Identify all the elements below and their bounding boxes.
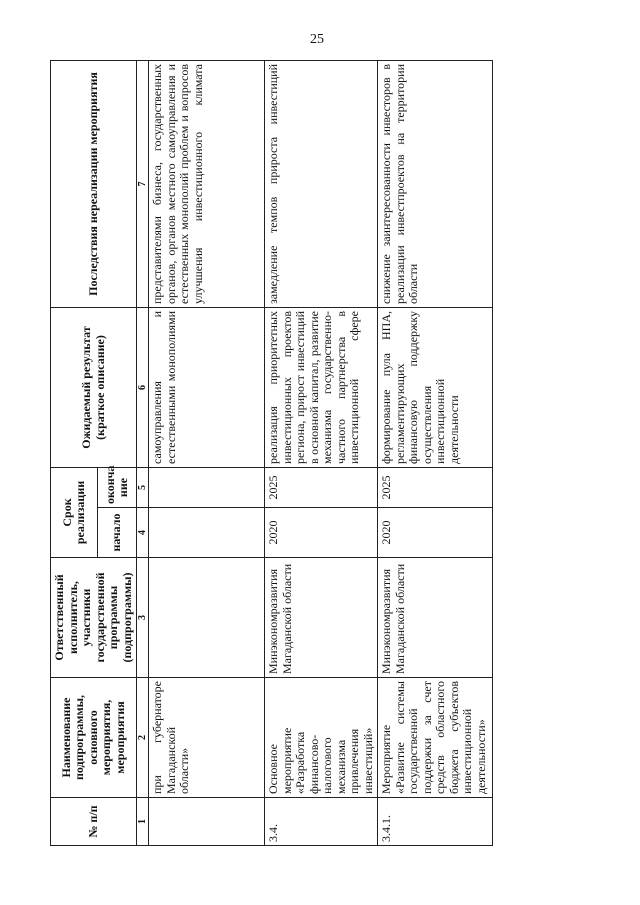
header-result: Ожидаемый результат (краткое описание): [51, 307, 137, 467]
row-consequences: представителями бизнеса, государственных органов, органов местного самоуправления и естественных монополий проблем и вопросов улучшения инвестиционного климата: [149, 60, 265, 307]
header-start: начало: [98, 508, 137, 558]
row-consequences: снижение заинтересованности инвесторов в реализации инвестпроектов на территории области: [378, 60, 493, 307]
rotated-table-container: [50, 61, 610, 846]
page-number: 25: [310, 32, 324, 47]
table-row: [378, 60, 493, 845]
activities-table: [50, 60, 493, 846]
row-executor: Минэкономразвития Магаданской области: [378, 558, 493, 678]
column-number: 6: [137, 307, 149, 467]
row-name: при губернаторе Магаданской области»: [149, 678, 265, 798]
column-number: 7: [137, 60, 149, 307]
row-result: реализация приоритетных инвестиционных проектов региона, прирост инвестиций в основной капитал, развитие механизма государственно-частного партнерства в инвестиционной сфере: [265, 307, 378, 467]
header-executor: Ответственный исполнитель, участники государственной программы (подпрограммы): [51, 558, 137, 678]
row-num: 3.4.1.: [378, 798, 493, 846]
row-num: 3.4.: [265, 798, 378, 846]
row-result: формирование пула НПА, регламентирующих финансовую поддержку осуществления инвестиционной деятельности: [378, 307, 493, 467]
header-period: Срок реализации: [51, 467, 98, 557]
row-num: [149, 798, 265, 846]
row-name: Мероприятие «Развитие системы государственной поддержки за счет средств областного бюджета субъектов инвестиционной деятельности»: [378, 678, 493, 798]
row-start: [149, 508, 265, 558]
row-end: [149, 467, 265, 507]
header-consequences: Последствия нереализации мероприятия: [51, 60, 137, 307]
column-numbers-row: [137, 60, 149, 845]
column-number: 2: [137, 678, 149, 798]
row-start: 2020: [265, 508, 378, 558]
row-end: 2025: [378, 467, 493, 507]
row-executor: [149, 558, 265, 678]
row-name: Основное мероприятие «Разработка финансово-налогового механизма привлечения инвестиций»: [265, 678, 378, 798]
column-number: 3: [137, 558, 149, 678]
table-row: [149, 60, 265, 845]
column-number: 1: [137, 798, 149, 846]
column-number: 5: [137, 467, 149, 507]
header-name: Наименование подпрограммы, основного мероприятия, мероприятия: [51, 678, 137, 798]
header-num: № п/п: [51, 798, 137, 846]
row-executor: Минэкономразвития Магаданской области: [265, 558, 378, 678]
table-row: [265, 60, 378, 845]
row-end: 2025: [265, 467, 378, 507]
row-consequences: замедление темпов прироста инвестиций: [265, 60, 378, 307]
header-end: оконча ние: [98, 467, 137, 507]
column-number: 4: [137, 508, 149, 558]
row-start: 2020: [378, 508, 493, 558]
row-result: самоуправления и естественными монополиями: [149, 307, 265, 467]
